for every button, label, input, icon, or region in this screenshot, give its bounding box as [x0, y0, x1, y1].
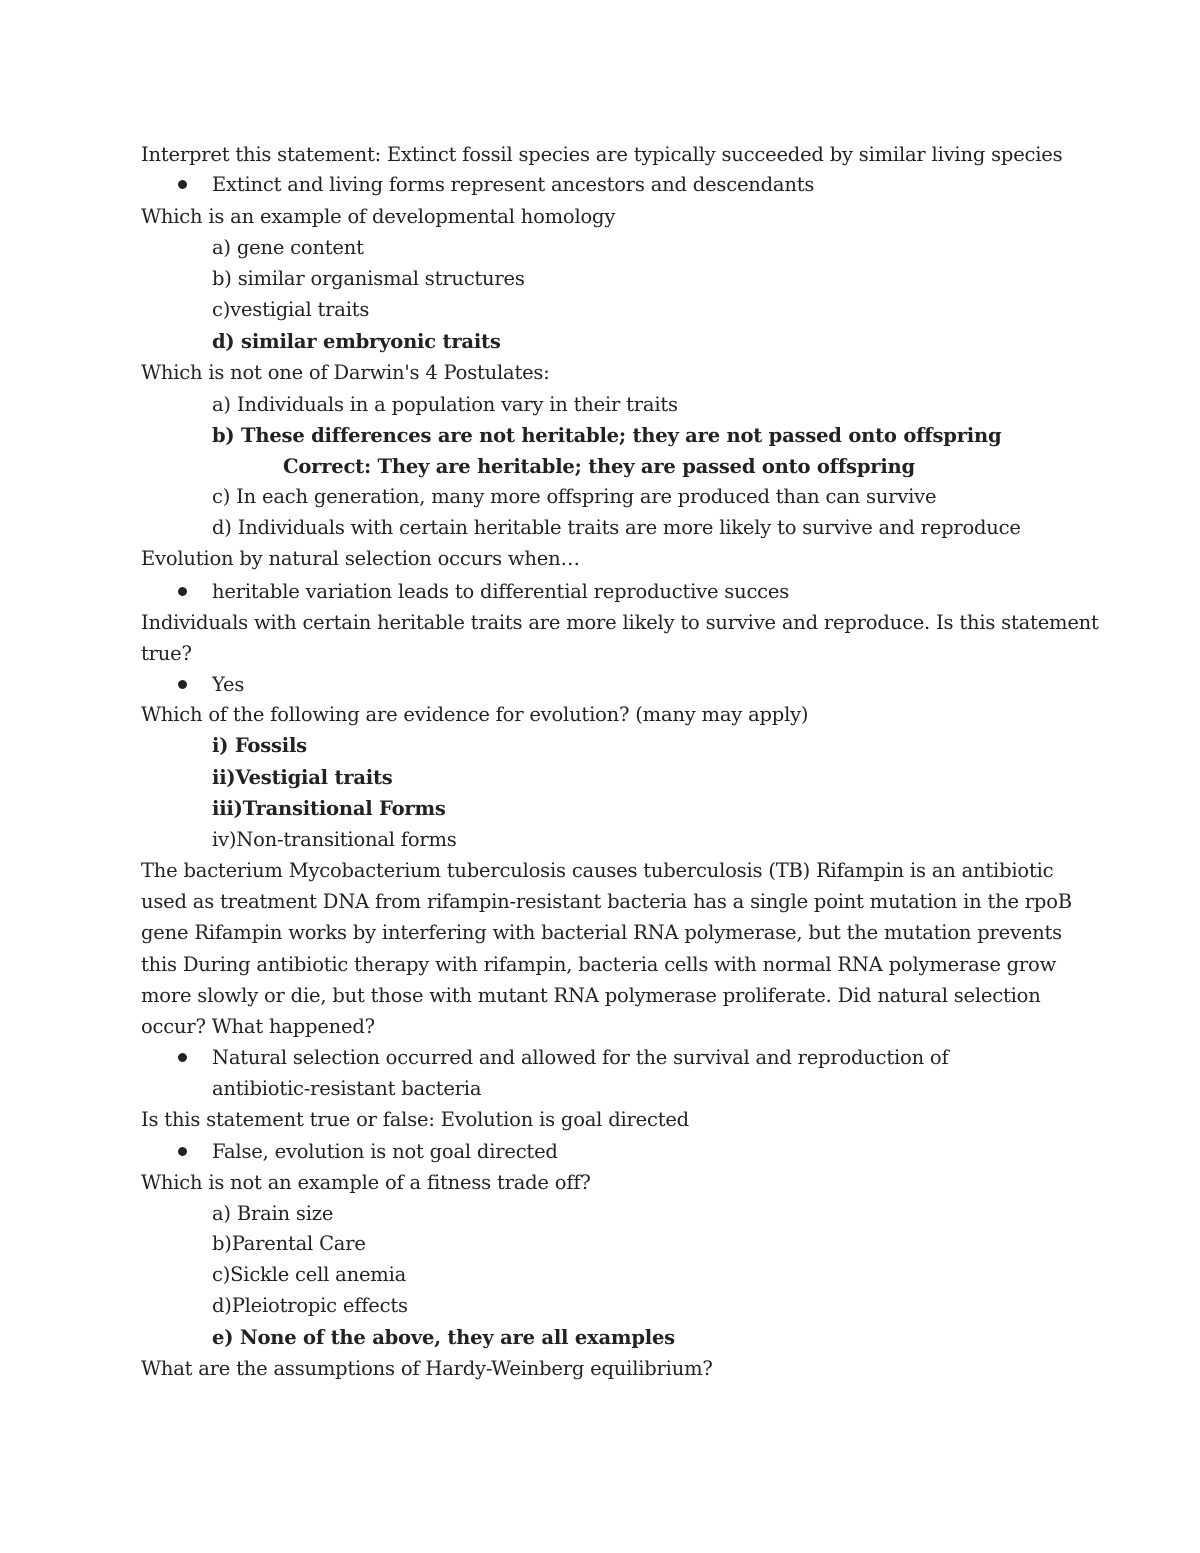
- question-natural-selection: Evolution by natural selection occurs when…: [141, 547, 580, 570]
- bullet-icon: [178, 587, 187, 596]
- option-d: d)Pleiotropic effects: [212, 1294, 408, 1317]
- question-rifampin-line6: occur? What happened?: [141, 1015, 375, 1038]
- option-d: d) Individuals with certain heritable traits are more likely to survive and reproduce: [212, 516, 1021, 539]
- question-rifampin-line4: this During antibiotic therapy with rifampin, bacteria cells with normal RNA polymerase grow: [141, 953, 1057, 976]
- option-iii-correct: iii)Transitional Forms: [212, 797, 446, 820]
- answer-heritable-traits: Yes: [212, 673, 245, 696]
- answer-goal-directed: False, evolution is not goal directed: [212, 1140, 558, 1163]
- bullet-icon: [178, 1053, 187, 1062]
- question-developmental-homology: Which is an example of developmental homology: [141, 205, 616, 228]
- answer-rifampin-line2: antibiotic-resistant bacteria: [212, 1077, 482, 1100]
- option-ii-correct: ii)Vestigial traits: [212, 766, 393, 789]
- option-a: a) Brain size: [212, 1202, 334, 1225]
- option-c: c) In each generation, many more offspring are produced than can survive: [212, 485, 937, 508]
- option-i-correct: i) Fossils: [212, 734, 307, 757]
- option-e-correct: e) None of the above, they are all examples: [212, 1326, 675, 1349]
- question-hardy-weinberg: What are the assumptions of Hardy-Weinberg equilibrium?: [141, 1357, 713, 1380]
- option-c: c)Sickle cell anemia: [212, 1263, 407, 1286]
- question-fitness-trade-off: Which is not an example of a fitness trade off?: [141, 1171, 591, 1194]
- question-evidence-evolution: Which of the following are evidence for evolution? (many may apply): [141, 703, 809, 726]
- option-c: c)vestigial traits: [212, 298, 370, 321]
- bullet-icon: [178, 1147, 187, 1156]
- question-heritable-traits: Individuals with certain heritable traits are more likely to survive and reproduce. Is this statement: [141, 611, 1099, 634]
- option-a: a) Individuals in a population vary in their traits: [212, 393, 678, 416]
- bullet-icon: [178, 180, 187, 189]
- question-rifampin-line1: The bacterium Mycobacterium tuberculosis causes tuberculosis (TB) Rifampin is an antibiotic: [141, 859, 1054, 882]
- question-rifampin-line2: used as treatment DNA from rifampin-resistant bacteria has a single point mutation in the rpoB: [141, 890, 1072, 913]
- option-d-correct: d) similar embryonic traits: [212, 330, 501, 353]
- question-extinct-fossil: Interpret this statement: Extinct fossil species are typically succeeded by similar living species: [141, 143, 1063, 166]
- option-a: a) gene content: [212, 236, 364, 259]
- option-b: b) similar organismal structures: [212, 267, 525, 290]
- question-goal-directed: Is this statement true or false: Evolution is goal directed: [141, 1108, 689, 1131]
- answer-rifampin-line1: Natural selection occurred and allowed for the survival and reproduction of: [212, 1046, 949, 1069]
- question-rifampin-line3: gene Rifampin works by interfering with bacterial RNA polymerase, but the mutation prevents: [141, 921, 1062, 944]
- option-iv: iv)Non-transitional forms: [212, 828, 457, 851]
- correction-note: Correct: They are heritable; they are passed onto offspring: [283, 455, 915, 478]
- bullet-icon: [178, 680, 187, 689]
- question-darwin-postulates: Which is not one of Darwin's 4 Postulates:: [141, 361, 550, 384]
- option-b: b)Parental Care: [212, 1232, 366, 1255]
- question-rifampin-line5: more slowly or die, but those with mutant RNA polymerase proliferate. Did natural selection: [141, 984, 1041, 1007]
- question-heritable-traits-cont: true?: [141, 642, 192, 665]
- answer-natural-selection: heritable variation leads to differential reproductive succes: [212, 580, 790, 603]
- option-b-correct: b) These differences are not heritable; they are not passed onto offspring: [212, 424, 1002, 447]
- answer-extinct-fossil: Extinct and living forms represent ancestors and descendants: [212, 173, 815, 196]
